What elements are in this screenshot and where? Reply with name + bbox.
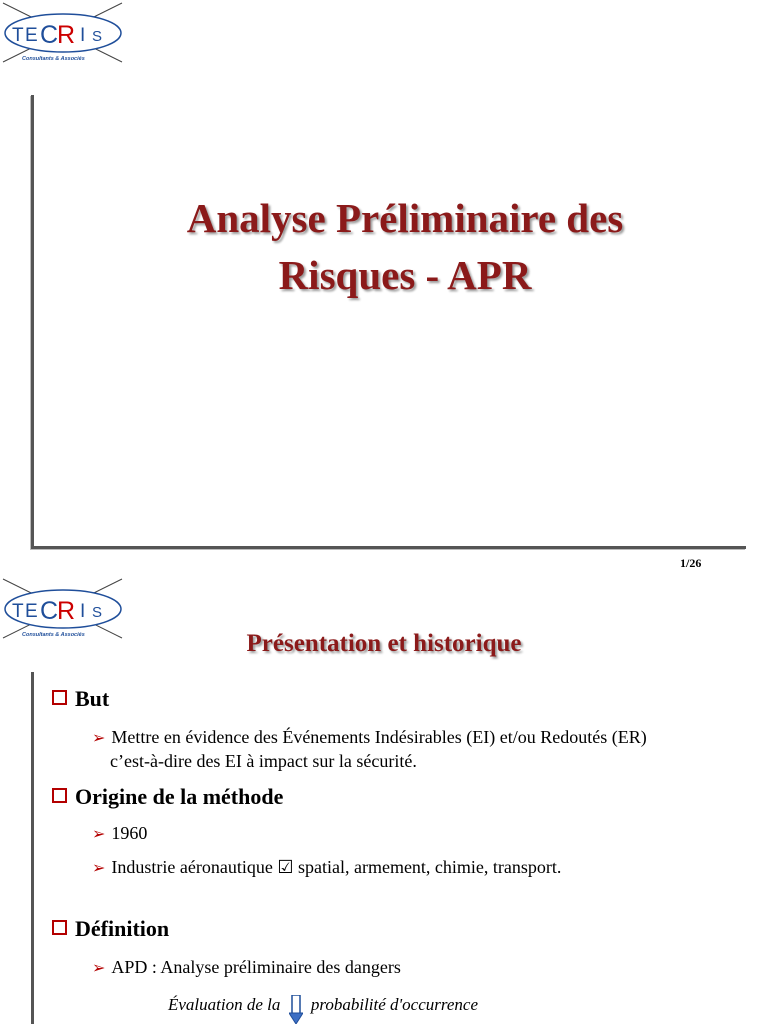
bullet-year: ➢ 1960 (92, 823, 148, 843)
logo-letter-c: C (40, 597, 59, 625)
definition-evaluation: Évaluation de la probabilité d'occurrence (168, 995, 478, 1024)
checkbox-icon: ☑ (277, 857, 294, 877)
bullet-but: ➢ Mettre en évidence des Événements Indésirables (EI) et/ou Redoutés (ER) (92, 727, 647, 747)
square-bullet-icon (52, 690, 67, 705)
square-bullet-icon (52, 788, 67, 803)
tecris-logo (0, 0, 126, 64)
slide-title (60, 190, 750, 304)
logo-letter-r: R (57, 21, 76, 49)
square-bullet-icon (52, 920, 67, 935)
heading-origine: Origine de la méthode (52, 784, 283, 810)
down-arrow-icon (289, 995, 303, 1024)
logo-letter-c: C (40, 21, 59, 49)
logo-letter-t: T (12, 601, 24, 622)
logo-letter-t: T (12, 25, 24, 46)
slide-title-line1: Analyse Préliminaire des (186, 195, 624, 241)
logo-letter-e: E (25, 25, 38, 46)
logo-letter-r: R (57, 597, 76, 625)
logo-tagline: Consultants & Associés (22, 632, 85, 638)
heading-but: But (52, 686, 109, 712)
arrow-bullet-icon: ➢ (92, 860, 106, 877)
arrow-bullet-icon: ➢ (92, 826, 106, 843)
heading-definition: Définition (52, 916, 169, 942)
bullet-apd: ➢ APD : Analyse préliminaire des dangers (92, 957, 401, 977)
arrow-bullet-icon: ➢ (92, 730, 106, 747)
bullet-but-continued: c’est-à-dire des EI à impact sur la sécurité. (110, 751, 417, 771)
logo-letter-i: I (80, 601, 86, 622)
bullet-industrie: ➢ Industrie aéronautique ☑ spatial, armement, chimie, transport. (92, 857, 562, 877)
logo-letter-i: I (80, 25, 86, 46)
page-number: 1/26 (680, 556, 702, 570)
section-title: Présentation et historique (246, 630, 522, 657)
slide-left-border (31, 672, 34, 1024)
arrow-bullet-icon: ➢ (92, 960, 106, 977)
slide-title-line2: Risques - APR (278, 252, 532, 298)
logo-letter-s: S (92, 28, 103, 45)
slide-frame (31, 95, 746, 549)
logo-letter-e: E (25, 601, 38, 622)
logo-tagline: Consultants & Associés (22, 56, 85, 62)
logo-letter-s: S (92, 604, 103, 621)
